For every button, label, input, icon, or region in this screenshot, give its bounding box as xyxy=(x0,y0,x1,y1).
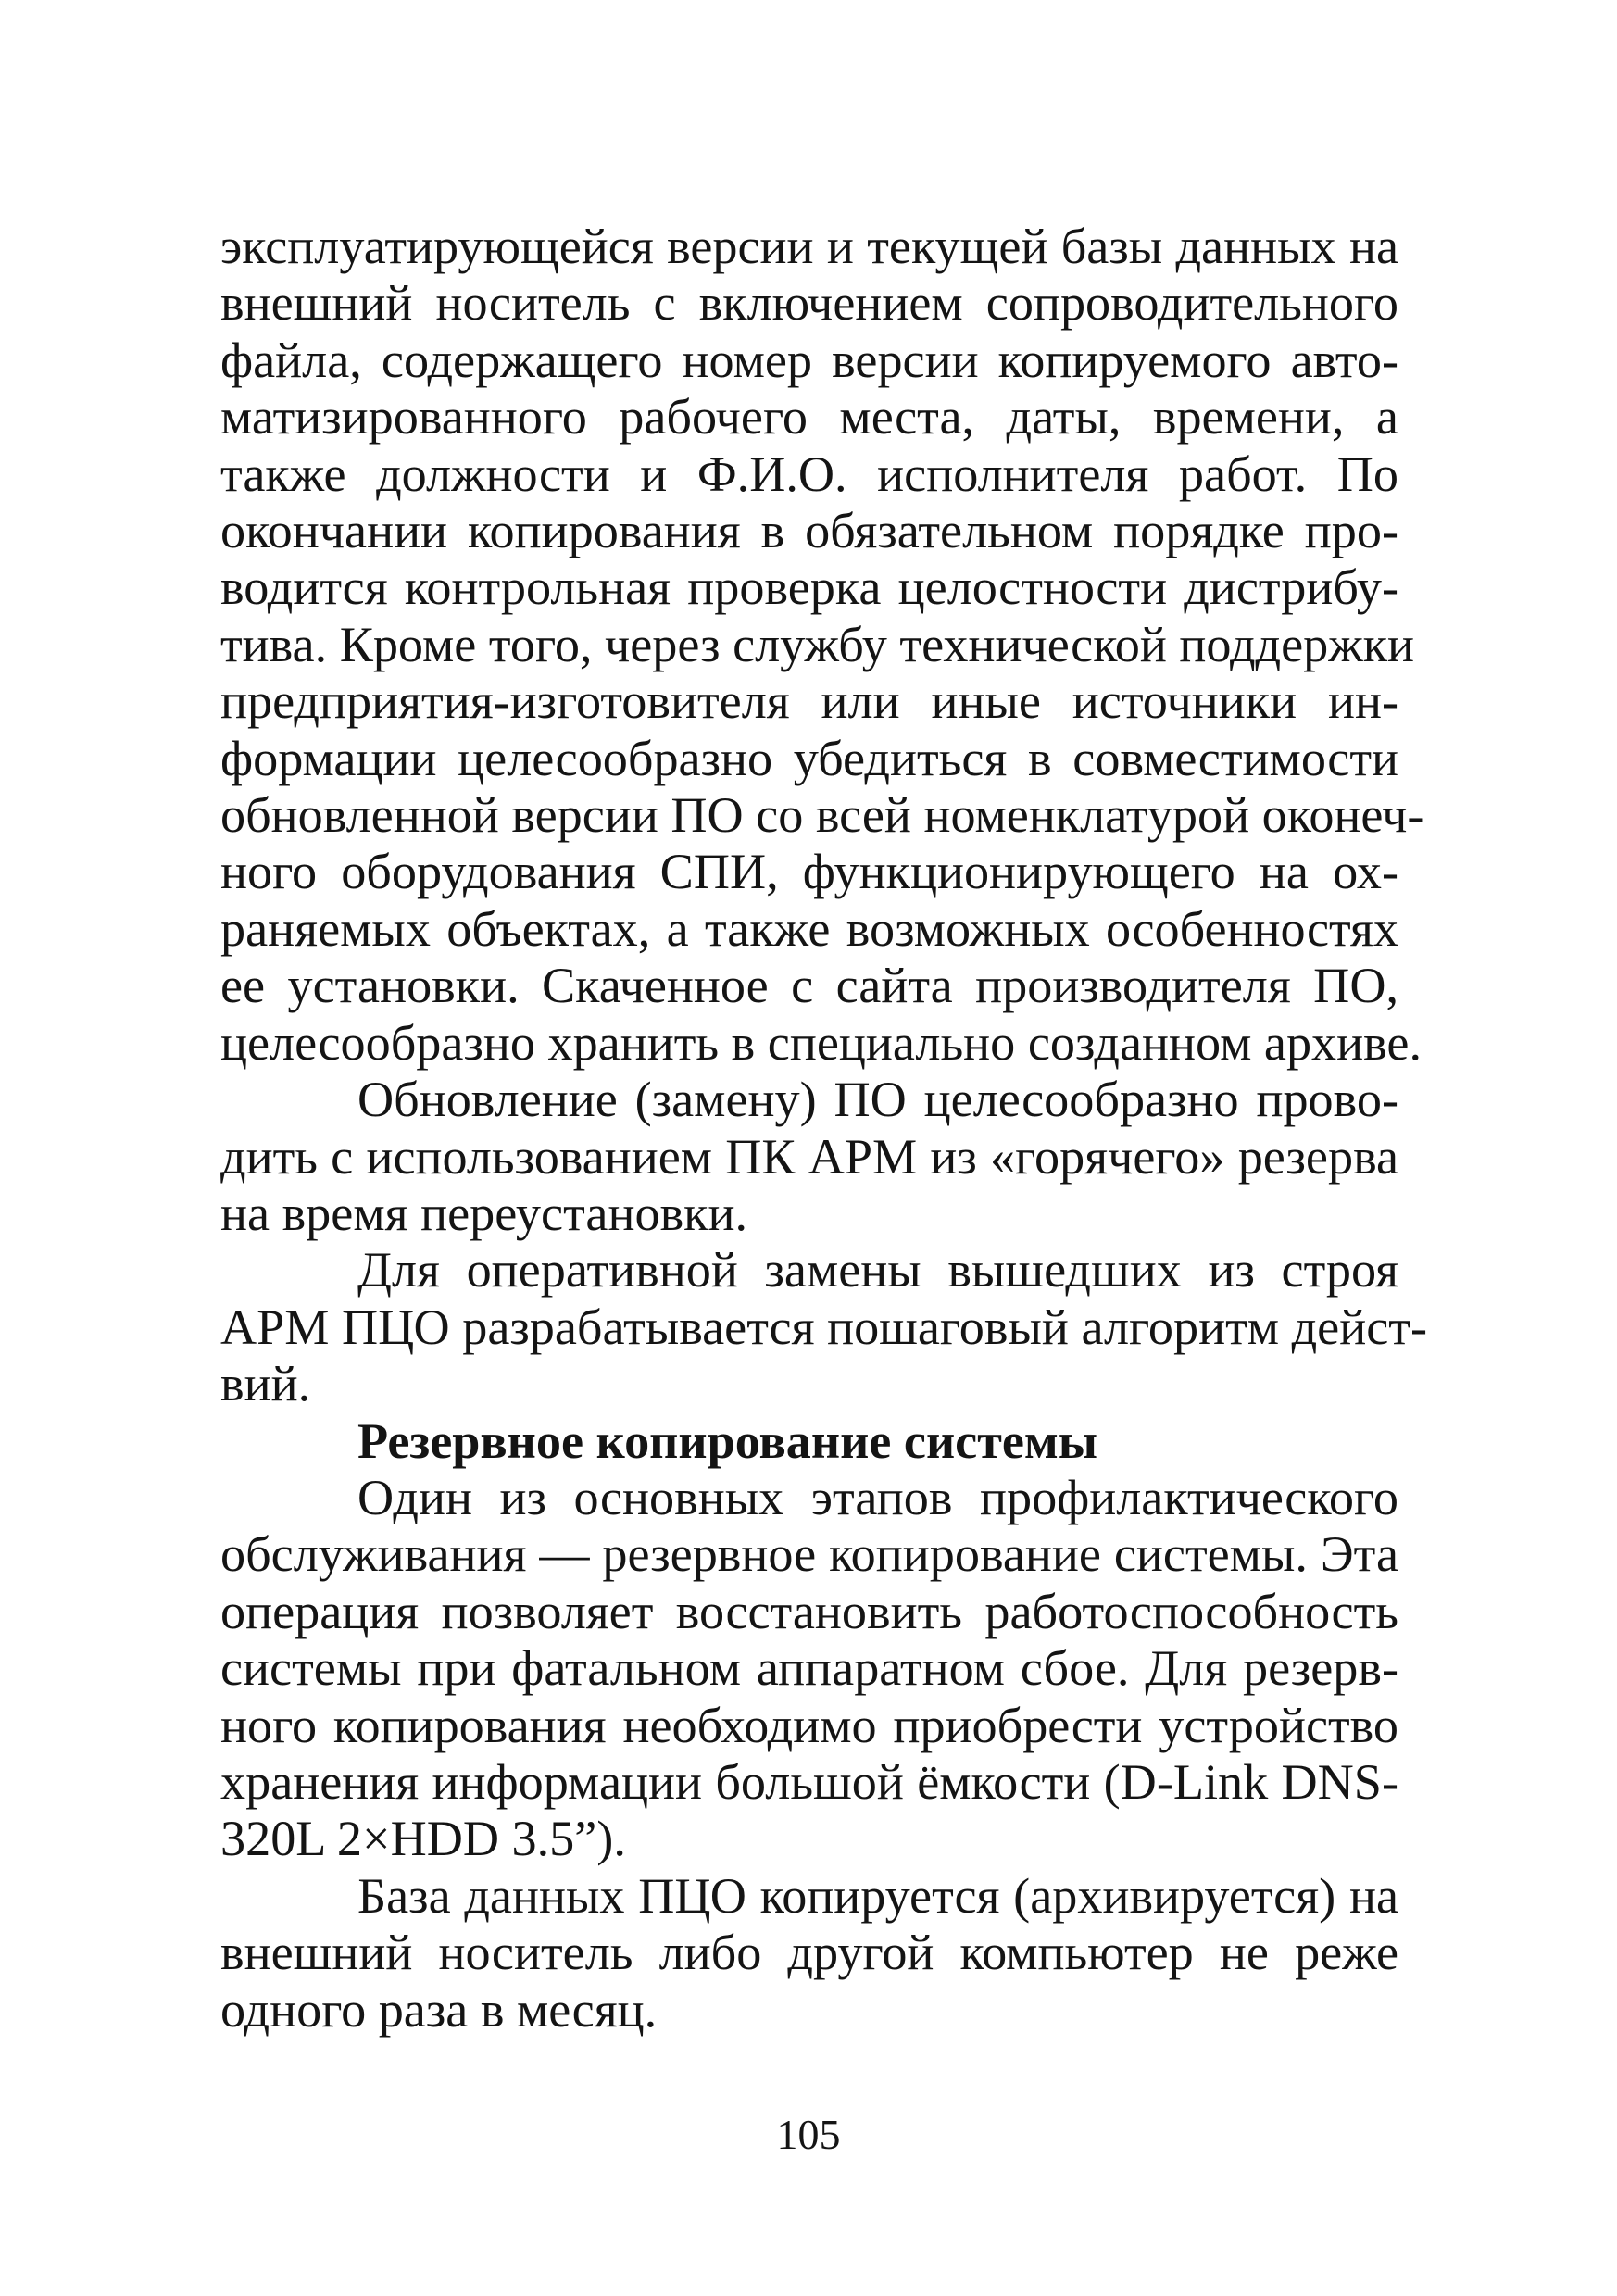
section-heading: Резервное копирование системы xyxy=(357,1412,1098,1469)
paragraph xyxy=(220,1242,1427,1412)
text-line: обновленной версии ПО со всей номенклатурой оконеч- xyxy=(220,787,1424,844)
text-line: целесообразно хранить в специально созданном архиве. xyxy=(220,1014,1423,1071)
paragraph xyxy=(220,219,1424,1072)
text-line: ного копирования необходимо приобрести устройство xyxy=(220,1697,1398,1753)
page-number: 105 xyxy=(776,2111,841,2158)
paragraph xyxy=(220,1868,1398,2039)
text-line: Обновление (замену) ПО целесообразно прово- xyxy=(357,1072,1398,1128)
text-line: формации целесообразно убедиться в совместимости xyxy=(220,730,1398,786)
paragraph xyxy=(220,1072,1398,1242)
page-body xyxy=(220,219,1427,2039)
text-line: ее установки. Скаченное с сайта производителя ПО, xyxy=(220,958,1398,1014)
text-line: внешний носитель либо другой компьютер не реже xyxy=(220,1925,1398,1981)
text-line: вий. xyxy=(220,1356,311,1412)
text-line: предприятия-изготовителя или иные источники ин- xyxy=(220,673,1398,730)
text-line: раняемых объектах, а также возможных особенностях xyxy=(220,900,1398,957)
text-line: хранения информации большой ёмкости (D-Link DNS- xyxy=(220,1753,1398,1810)
text-line: водится контрольная проверка целостности дистрибу- xyxy=(220,559,1398,616)
text-line: 320L 2×HDD 3.5”). xyxy=(220,1811,626,1867)
text-line: Один из основных этапов профилактического xyxy=(357,1469,1398,1525)
text-line: Для оперативной замены вышедших из строя xyxy=(357,1242,1398,1299)
text-line: также должности и Ф.И.О. исполнителя работ. По xyxy=(220,445,1398,502)
text-line: дить с использованием ПК АРМ из «горячего» резерва xyxy=(220,1128,1398,1185)
text-line: тива. Кроме того, через службу технической поддержки xyxy=(220,616,1415,672)
text-line: операция позволяет восстановить работоспособность xyxy=(220,1583,1398,1639)
text-line: База данных ПЦО копируется (архивируется) на xyxy=(357,1867,1398,1924)
text-line: обслуживания — резервное копирование системы. Эта xyxy=(220,1526,1398,1583)
text-line: системы при фатальном аппаратном сбое. Для резерв- xyxy=(220,1640,1398,1697)
text-line: одного раза в месяц. xyxy=(220,1981,658,2038)
text-line: на время переустановки. xyxy=(220,1185,748,1241)
text-line: АРМ ПЦО разрабатывается пошаговый алгоритм дейст- xyxy=(220,1299,1427,1355)
text-line: окончании копирования в обязательном порядке про- xyxy=(220,503,1398,559)
paragraph xyxy=(220,1470,1398,1868)
text-line: матизированного рабочего места, даты, времени, а xyxy=(220,389,1398,445)
text-line: ного оборудования СПИ, функционирующего на ох- xyxy=(220,844,1398,900)
text-line: файла, содержащего номер версии копируемого авто- xyxy=(220,332,1398,388)
text-line: внешний носитель с включением сопроводительного xyxy=(220,275,1398,332)
text-line: эксплуатирующейся версии и текущей базы данных на xyxy=(220,219,1398,274)
